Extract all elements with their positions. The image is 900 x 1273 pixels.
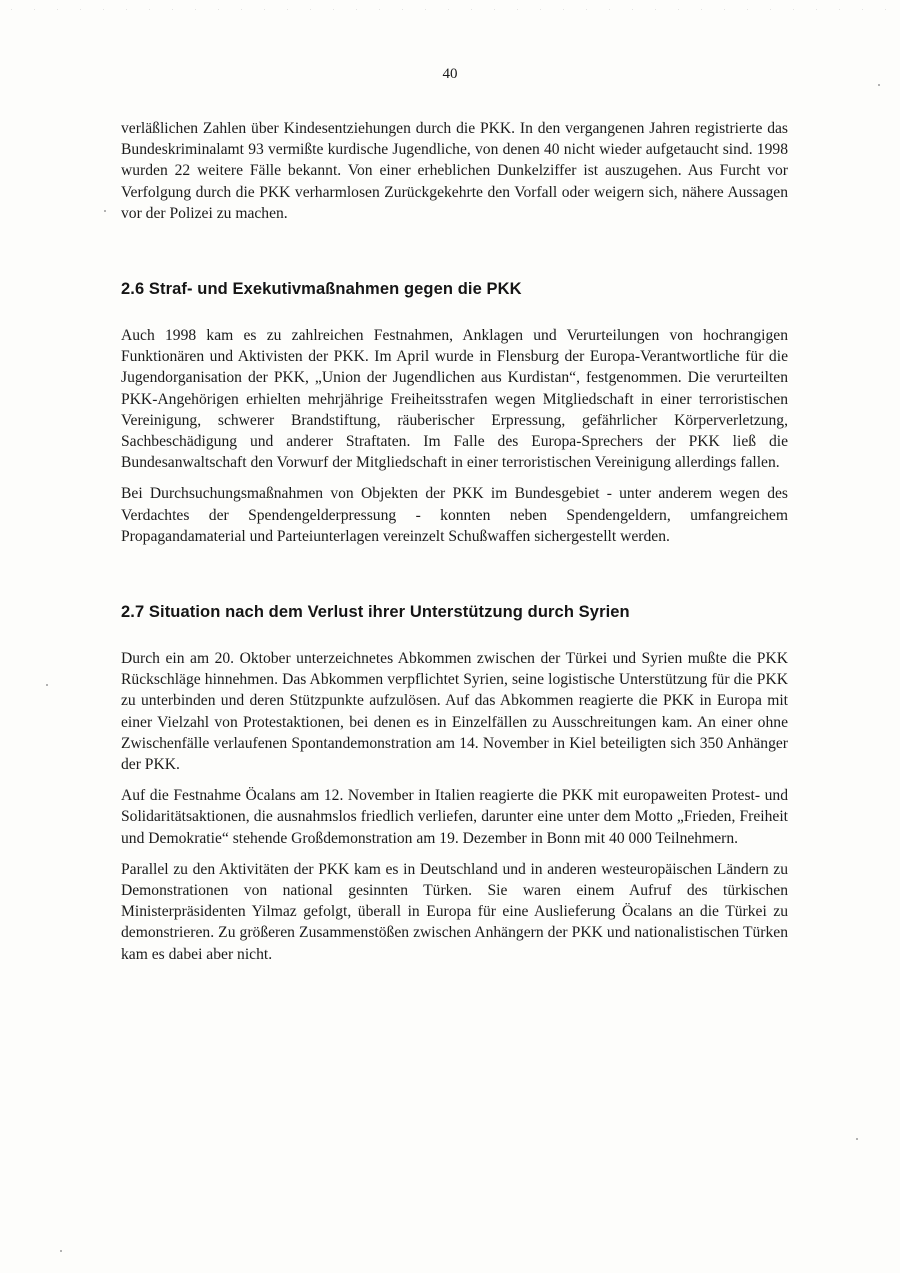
- section-2-7-paragraph: Durch ein am 20. Oktober unterzeichnetes Abkommen zwischen der Türkei und Syrien mußte die PKK Rückschläge hinnehmen. Das Abkommen verpflichtet Syrien, seine logistische Unterstützung für die PKK zu unterbinden und deren Stützpunkte aufzulösen. Auf das Abkommen reagierte die PKK in Europa mit einer Vielzahl von Protestaktionen, bei denen es in Einzelfällen zu Ausschreitungen kam. An einer ohne Zwischenfälle verlaufenen Spontandemonstration am 14. November in Kiel beteiligten sich 350 Anhänger der PKK.: [121, 650, 788, 774]
- section-2-7-paragraph: Parallel zu den Aktivitäten der PKK kam es in Deutschland und in anderen westeuropäischen Ländern zu Demonstrationen von national gesinnten Türken. Sie waren einem Aufruf des türkischen Ministerpräsidenten Yilmaz gefolgt, überall in Europa für eine Auslieferung Öcalans an die Türkei zu demonstrieren. Zu größeren Zusammenstößen zwischen Anhängern der PKK und nationalistischen Türken kam es dabei aber nicht.: [121, 860, 788, 963]
- section-heading-2-7: 2.7 Situation nach dem Verlust ihrer Unterstützung durch Syrien: [121, 603, 630, 622]
- scan-speck: [46, 684, 48, 686]
- section-2-6-paragraph: Auch 1998 kam es zu zahlreichen Festnahmen, Anklagen und Verurteilungen von hochrangigen Funktionären und Aktivisten der PKK. Im April wurde in Flensburg der Europa-Verantwortliche für die Jugendorganisation der PKK, „Union der Jugendlichen aus Kurdistan“, festgenommen. Die verurteilten PKK-Angehörigen erhielten mehrjährige Freiheitsstrafen wegen Mitgliedschaft in einer terroristischen Vereinigung, schwerer Brandstiftung, räuberischer Erpressung, gefährlicher Körperverletzung, Sachbeschädigung und anderer Straftaten. Im Falle des Europa-Sprechers der PKK ließ die Bundesanwaltschaft den Vorwurf der Mitgliedschaft in einer terroristischen Vereinigung allerdings fallen.: [121, 327, 788, 472]
- scan-noise: [0, 6, 900, 16]
- scan-speck: [104, 210, 106, 212]
- scan-speck: [60, 1250, 62, 1252]
- page-number: 40: [442, 66, 458, 82]
- main-content: [121, 118, 788, 965]
- section-heading-2-6: 2.6 Straf- und Exekutivmaßnahmen gegen die PKK: [121, 280, 522, 299]
- section-2-6-paragraph: Bei Durchsuchungsmaßnahmen von Objekten der PKK im Bundesgebiet - unter anderem wegen des Verdachtes der Spendengelderpressung - konnten neben Spendengeldern, umfangreichem Propagandamaterial und Parteiunterlagen vereinzelt Schußwaffen sichergestellt werden.: [121, 485, 788, 545]
- scan-speck: [878, 84, 880, 86]
- section-2-7-paragraph: Auf die Festnahme Öcalans am 12. November in Italien reagierte die PKK mit europaweiten Protest- und Solidaritätsaktionen, die ausnahmslos friedlich verliefen, darunter eine unter dem Motto „Frieden, Freiheit und Demokratie“ stehende Großdemonstration am 19. Dezember in Bonn mit 40 000 Teilnehmern.: [121, 787, 788, 847]
- scan-speck: [856, 1138, 858, 1140]
- intro-paragraph: verläßlichen Zahlen über Kindesentziehungen durch die PKK. In den vergangenen Jahren registrierte das Bundeskriminalamt 93 vermißte kurdische Jugendliche, von denen 40 nicht wieder aufgetaucht sind. 1998 wurden 22 weitere Fälle bekannt. Von einer erheblichen Dunkelziffer ist auszugehen. Aus Furcht vor Verfolgung durch die PKK verharmlosen Zurückgekehrte den Vorfall oder weigern sich, nähere Aussagen vor der Polizei zu machen.: [121, 120, 788, 222]
